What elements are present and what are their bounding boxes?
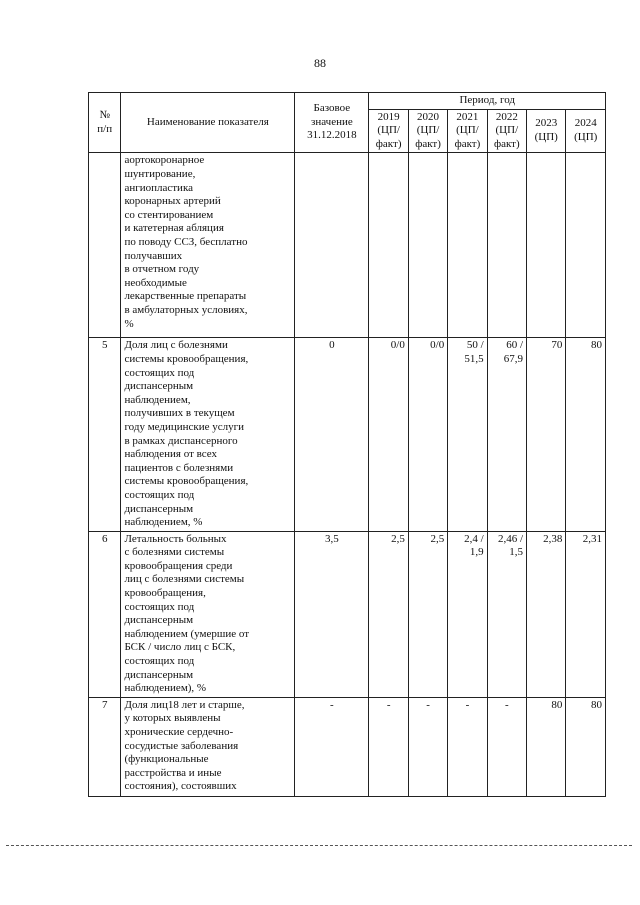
base-value: 0: [295, 338, 369, 531]
table-row: [89, 153, 606, 338]
value-2024: 80: [566, 338, 606, 531]
value-2021: 2,4 / 1,9: [448, 531, 487, 697]
base-value: [295, 153, 369, 338]
value-2024: 80: [566, 697, 606, 796]
value-2023: 2,38: [527, 531, 566, 697]
value-2019: 0/0: [369, 338, 408, 531]
value-2023: [527, 153, 566, 338]
header-num: № п/п: [89, 93, 121, 153]
header-year-2019: 2019 (ЦП/ факт): [369, 109, 408, 153]
value-2022: 60 / 67,9: [487, 338, 526, 531]
value-2020: 2,5: [408, 531, 447, 697]
indicator-name: Летальность больных с болезнями системы кровообращения среди лиц с болезнями системы кровообращения, состоящих под диспансерным наблюдением (умершие от БСК / число лиц с БСК, состоящих под диспансерным наблюдением), %: [121, 531, 295, 697]
header-year-2023: 2023 (ЦП): [527, 109, 566, 153]
header-name: Наименование показателя: [121, 93, 295, 153]
table-row: [89, 697, 606, 796]
value-2020: [408, 153, 447, 338]
base-value: 3,5: [295, 531, 369, 697]
value-2020: -: [408, 697, 447, 796]
value-2022: -: [487, 697, 526, 796]
header-year-2022: 2022 (ЦП/ факт): [487, 109, 526, 153]
page-bottom-rule: [6, 845, 632, 846]
value-2024: 2,31: [566, 531, 606, 697]
value-2019: 2,5: [369, 531, 408, 697]
row-number: 5: [89, 338, 121, 531]
value-2021: [448, 153, 487, 338]
value-2024: [566, 153, 606, 338]
value-2022: 2,46 / 1,5: [487, 531, 526, 697]
header-year-2024: 2024 (ЦП): [566, 109, 606, 153]
value-2023: 70: [527, 338, 566, 531]
header-period: Период, год: [369, 93, 606, 110]
header-base: Базовое значение 31.12.2018: [295, 93, 369, 153]
row-number: [89, 153, 121, 338]
indicator-name: Доля лиц18 лет и старше, у которых выявлены хронические сердечно- сосудистые заболевания (функциональные расстройства и иные состояния), состоявших: [121, 697, 295, 796]
value-2019: -: [369, 697, 408, 796]
indicator-table: [88, 92, 606, 797]
base-value: -: [295, 697, 369, 796]
row-number: 6: [89, 531, 121, 697]
value-2021: 50 / 51,5: [448, 338, 487, 531]
table-row: [89, 531, 606, 697]
indicator-name: аортокоронарное шунтирование, ангиопластика коронарных артерий со стентированием и катетерная абляция по поводу ССЗ, бесплатно получавших в отчетном году необходимые лекарственные препараты в амбулаторных условиях, %: [121, 153, 295, 338]
value-2019: [369, 153, 408, 338]
value-2020: 0/0: [408, 338, 447, 531]
page-number: 88: [314, 56, 326, 70]
value-2023: 80: [527, 697, 566, 796]
value-2021: -: [448, 697, 487, 796]
header-year-2020: 2020 (ЦП/ факт): [408, 109, 447, 153]
indicator-name: Доля лиц с болезнями системы кровообращения, состоящих под диспансерным наблюдением, получивших в текущем году медицинские услуги в рамках диспансерного наблюдения от всех пациентов с болезнями системы кровообращения, состоящих под диспансерным наблюдением, %: [121, 338, 295, 531]
header-row-1: [89, 93, 606, 110]
table-row: [89, 338, 606, 531]
value-2022: [487, 153, 526, 338]
row-number: 7: [89, 697, 121, 796]
header-year-2021: 2021 (ЦП/ факт): [448, 109, 487, 153]
